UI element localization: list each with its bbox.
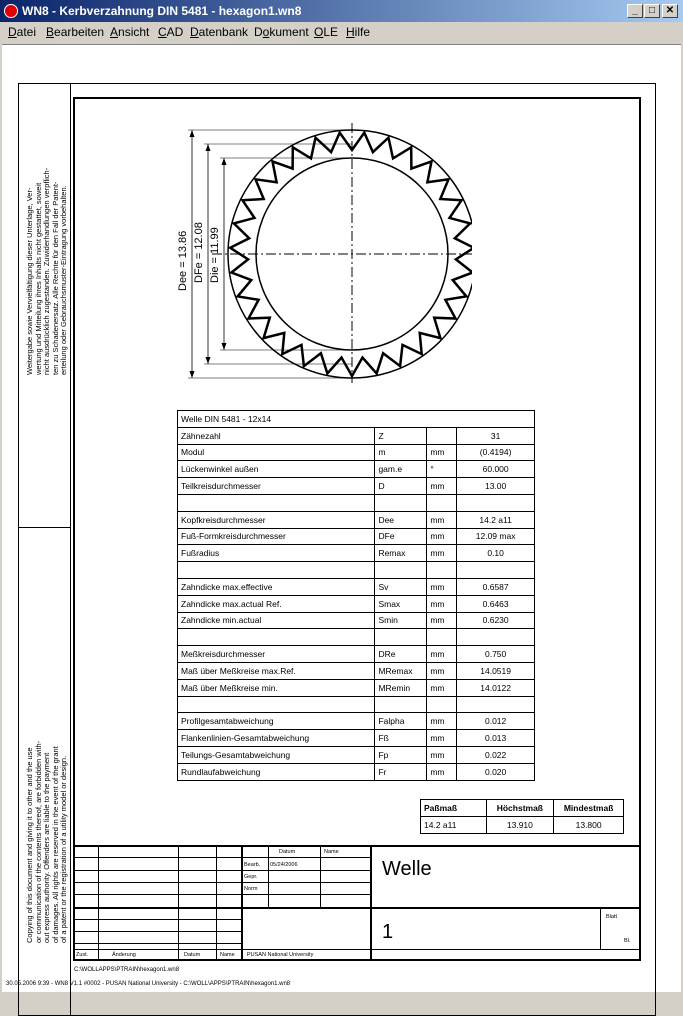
menu-hilfe-label: ilfe bbox=[354, 25, 371, 39]
parameter-table bbox=[177, 410, 535, 781]
menu-datenbank-mnemonic: D bbox=[190, 25, 199, 39]
param-unit: mm bbox=[427, 528, 457, 545]
tb-hline-8 bbox=[73, 943, 241, 944]
dim-arrow-top-1 bbox=[206, 144, 211, 151]
spline-gear-drawing[interactable] bbox=[152, 123, 472, 383]
dim-dee-label: Dee = 13.86 bbox=[177, 230, 189, 291]
tb-top-line bbox=[73, 845, 641, 847]
param-name: Maß über Meßkreise max.Ref. bbox=[178, 662, 375, 679]
tb-name2-label: Name bbox=[220, 952, 235, 958]
tb-vline-8 bbox=[600, 907, 601, 949]
tb-hline-1 bbox=[73, 857, 370, 858]
table-row bbox=[178, 494, 535, 511]
menu-bearbeiten-label: earbeiten bbox=[54, 25, 105, 39]
menu-cad-label: AD bbox=[166, 25, 184, 39]
menu-ansicht-mnemonic: A bbox=[110, 25, 119, 39]
param-name bbox=[178, 494, 375, 511]
param-name: Lückenwinkel außen bbox=[178, 461, 375, 478]
table-row bbox=[178, 696, 535, 713]
tol-value-passmass: 14.2 a11 bbox=[421, 816, 487, 833]
table-row bbox=[178, 730, 535, 747]
param-symbol: gam.e bbox=[375, 461, 427, 478]
tb-vline-6 bbox=[320, 845, 321, 907]
dim-arrow-top-0 bbox=[190, 130, 195, 137]
param-value bbox=[457, 629, 535, 646]
tb-drawing-title: Welle bbox=[382, 858, 432, 880]
param-name: Meßkreisdurchmesser bbox=[178, 646, 375, 663]
param-value: 0.020 bbox=[457, 763, 535, 780]
param-unit: mm bbox=[427, 545, 457, 562]
param-value bbox=[457, 696, 535, 713]
tb-hline-6 bbox=[73, 919, 241, 920]
param-unit: mm bbox=[427, 713, 457, 730]
param-unit: mm bbox=[427, 595, 457, 612]
param-value: 0.013 bbox=[457, 730, 535, 747]
param-name: Zähnezahl bbox=[178, 427, 375, 444]
param-symbol: Smin bbox=[375, 612, 427, 629]
tb-vline-4 bbox=[241, 845, 243, 961]
param-value: 31 bbox=[457, 427, 535, 444]
param-unit bbox=[427, 427, 457, 444]
param-symbol: D bbox=[375, 478, 427, 495]
menu-ansicht[interactable] bbox=[110, 25, 149, 39]
param-value bbox=[457, 562, 535, 579]
param-name: Fuß-Formkreisdurchmesser bbox=[178, 528, 375, 545]
drawing-canvas[interactable] bbox=[2, 44, 681, 992]
table-row bbox=[178, 511, 535, 528]
tb-company-label: PUSAN National University bbox=[247, 952, 314, 958]
param-name: Profilgesamtabweichung bbox=[178, 713, 375, 730]
param-value: 14.0122 bbox=[457, 679, 535, 696]
menu-bearbeiten[interactable] bbox=[46, 25, 104, 39]
param-value: 14.0519 bbox=[457, 662, 535, 679]
tb-name-header: Name bbox=[324, 849, 339, 855]
param-unit: mm bbox=[427, 763, 457, 780]
param-unit: mm bbox=[427, 730, 457, 747]
param-name bbox=[178, 629, 375, 646]
menu-dokument-mnemonic: o bbox=[262, 25, 270, 39]
param-unit bbox=[427, 696, 457, 713]
param-name: Zahndicke min.actual bbox=[178, 612, 375, 629]
menu-datei[interactable] bbox=[8, 25, 36, 39]
param-name: Rundlaufabweichung bbox=[178, 763, 375, 780]
param-name: Teilungs-Gesamtabweichung bbox=[178, 746, 375, 763]
menu-datenbank-label: atenbank bbox=[198, 25, 249, 39]
minimize-button[interactable]: _ bbox=[627, 4, 643, 18]
param-name bbox=[178, 562, 375, 579]
menu-bar bbox=[0, 22, 683, 42]
menu-hilfe[interactable] bbox=[346, 25, 370, 39]
tb-gepr-label: Gepr. bbox=[244, 874, 258, 880]
table-row bbox=[178, 763, 535, 780]
param-unit bbox=[427, 562, 457, 579]
param-symbol: Fp bbox=[375, 746, 427, 763]
menu-cad-mnemonic: C bbox=[158, 25, 167, 39]
param-symbol bbox=[375, 629, 427, 646]
file-path: C:\WOLLAPPS\PTRAIN\hexagon1.wn8 bbox=[74, 967, 180, 973]
margin-line bbox=[70, 83, 71, 1016]
menu-bearbeiten-mnemonic: B bbox=[46, 25, 55, 39]
tolerance-table bbox=[420, 799, 624, 834]
status-footer: 30.05.2006 9:39 - WN8 V1.1 #0002 - PUSAN National University - C:\WOLL\APPS\PTRAIN\hexagon1.wn8 bbox=[6, 981, 291, 987]
param-value: 0.10 bbox=[457, 545, 535, 562]
param-symbol: MRemin bbox=[375, 679, 427, 696]
legal-note-de: Weitergabe sowie Vervielfältigung dieser Unterlage, Ver- wertung und Mitteilung ihres Inhalts nicht gestattet, soweit nicht ausdrücklich zugestanden. Zuwiderhandlungen verpflich- ten zu Schadenersatz. Alle Rechte für den Fall der Patent- erteilung oder Gebrauchsmuster-Eintragung vorbehalten. bbox=[25, 167, 68, 375]
menu-ole-label: LE bbox=[323, 25, 339, 39]
table-row bbox=[178, 629, 535, 646]
tb-norm-label: Norm bbox=[244, 886, 258, 892]
margin-divider bbox=[18, 527, 70, 528]
table-row bbox=[178, 746, 535, 763]
menu-datenbank[interactable] bbox=[190, 25, 248, 39]
param-unit: mm bbox=[427, 612, 457, 629]
tb-hline-7 bbox=[73, 931, 241, 932]
tol-value-hoechst: 13.910 bbox=[486, 816, 554, 833]
param-unit: mm bbox=[427, 679, 457, 696]
table-row bbox=[178, 444, 535, 461]
tb-zust-label: Zust. bbox=[76, 952, 89, 958]
table-row bbox=[178, 612, 535, 629]
tb-vline-7 bbox=[370, 845, 372, 961]
param-symbol: DRe bbox=[375, 646, 427, 663]
param-symbol: Sv bbox=[375, 578, 427, 595]
dim-arrow-bottom-2 bbox=[222, 343, 227, 350]
tb-hline-3 bbox=[73, 882, 370, 883]
param-unit: mm bbox=[427, 478, 457, 495]
tb-hline-2 bbox=[73, 870, 370, 871]
param-unit: ° bbox=[427, 461, 457, 478]
menu-dokument[interactable] bbox=[254, 25, 309, 39]
dim-arrow-top-2 bbox=[222, 158, 227, 165]
table-row bbox=[178, 713, 535, 730]
param-unit bbox=[427, 629, 457, 646]
menu-hilfe-mnemonic: H bbox=[346, 25, 355, 39]
param-value: 0.750 bbox=[457, 646, 535, 663]
tol-header-mindest: Mindestmaß bbox=[554, 800, 624, 817]
tb-datum2-label: Datum bbox=[184, 952, 201, 958]
tol-header-hoechst: Höchstmaß bbox=[486, 800, 554, 817]
menu-datei-label: atei bbox=[16, 25, 37, 39]
tol-value-mindest: 13.800 bbox=[554, 816, 624, 833]
tol-header-passmass: Paßmaß bbox=[421, 800, 487, 817]
window-title-bar[interactable] bbox=[0, 0, 683, 22]
param-symbol: Remax bbox=[375, 545, 427, 562]
param-symbol: Smax bbox=[375, 595, 427, 612]
table-row bbox=[178, 578, 535, 595]
param-symbol: m bbox=[375, 444, 427, 461]
param-value: (0.4194) bbox=[457, 444, 535, 461]
tb-bearb-date: 05/24/2006 bbox=[270, 862, 298, 868]
param-value: 0.6587 bbox=[457, 578, 535, 595]
menu-cad[interactable] bbox=[158, 25, 183, 39]
menu-dokument-prefix: D bbox=[254, 25, 263, 39]
legal-note-en: Copying of this document and giving it to other and the use or communication of the contents thereof, are forbidden with- out express authority. Offenders are liable to the payment of damages. All rights are reserved in the event of the grant of a patent or the registration of a utility model or design. bbox=[25, 740, 68, 943]
table-row bbox=[178, 545, 535, 562]
param-symbol: Dee bbox=[375, 511, 427, 528]
table-row bbox=[178, 528, 535, 545]
tb-aenderung-label: Änderung bbox=[112, 952, 136, 958]
param-value: 0.6230 bbox=[457, 612, 535, 629]
table-row bbox=[178, 662, 535, 679]
param-value: 0.022 bbox=[457, 746, 535, 763]
param-symbol bbox=[375, 562, 427, 579]
tb-hline-4 bbox=[73, 894, 370, 895]
tb-bearb-label: Bearb. bbox=[244, 862, 261, 868]
dim-arrow-bottom-0 bbox=[190, 371, 195, 378]
param-value: 0.012 bbox=[457, 713, 535, 730]
param-unit: mm bbox=[427, 662, 457, 679]
param-symbol bbox=[375, 696, 427, 713]
table-title: Welle DIN 5481 - 12x14 bbox=[178, 411, 535, 428]
param-name: Fußradius bbox=[178, 545, 375, 562]
param-value: 12.09 max bbox=[457, 528, 535, 545]
menu-dokument-label: kument bbox=[269, 25, 309, 39]
param-value: 13.00 bbox=[457, 478, 535, 495]
param-symbol: MRemax bbox=[375, 662, 427, 679]
table-row bbox=[178, 679, 535, 696]
table-row bbox=[178, 427, 535, 444]
param-value: 60.000 bbox=[457, 461, 535, 478]
dim-arrow-bottom-1 bbox=[206, 357, 211, 364]
param-unit: mm bbox=[427, 444, 457, 461]
tb-hline-9 bbox=[73, 949, 641, 950]
tb-blatt-label: Blatt bbox=[606, 914, 618, 920]
param-name: Teilkreisdurchmesser bbox=[178, 478, 375, 495]
dim-die-label: Die = 11.99 bbox=[209, 227, 221, 283]
table-row bbox=[178, 595, 535, 612]
param-value: 14.2 a11 bbox=[457, 511, 535, 528]
app-icon[interactable] bbox=[4, 4, 18, 18]
param-unit bbox=[427, 494, 457, 511]
param-unit: mm bbox=[427, 746, 457, 763]
gear-geometry bbox=[188, 123, 472, 383]
table-row bbox=[178, 461, 535, 478]
param-name: Flankenlinien-Gesamtabweichung bbox=[178, 730, 375, 747]
tb-bl-label: Bl. bbox=[624, 938, 631, 944]
menu-ansicht-label: nsicht bbox=[118, 25, 150, 39]
tb-datum-header: Datum bbox=[279, 849, 296, 855]
param-symbol: Z bbox=[375, 427, 427, 444]
param-symbol: DFe bbox=[375, 528, 427, 545]
param-symbol bbox=[375, 494, 427, 511]
param-name: Maß über Meßkreise min. bbox=[178, 679, 375, 696]
param-symbol: Fr bbox=[375, 763, 427, 780]
param-symbol: Falpha bbox=[375, 713, 427, 730]
menu-ole[interactable] bbox=[314, 25, 338, 39]
param-unit: mm bbox=[427, 511, 457, 528]
param-value bbox=[457, 494, 535, 511]
param-unit: mm bbox=[427, 646, 457, 663]
param-name bbox=[178, 696, 375, 713]
param-symbol: Fß bbox=[375, 730, 427, 747]
param-name: Modul bbox=[178, 444, 375, 461]
table-row bbox=[178, 478, 535, 495]
param-name: Kopfkreisdurchmesser bbox=[178, 511, 375, 528]
tb-hline-5 bbox=[73, 907, 641, 909]
menu-ole-mnemonic: O bbox=[314, 25, 324, 39]
maximize-button[interactable]: □ bbox=[644, 4, 660, 18]
param-value: 0.6463 bbox=[457, 595, 535, 612]
param-unit: mm bbox=[427, 578, 457, 595]
dim-dfe-label: DFe = 12.08 bbox=[193, 222, 205, 283]
close-button[interactable]: ✕ bbox=[662, 4, 678, 18]
param-name: Zahndicke max.effective bbox=[178, 578, 375, 595]
param-name: Zahndicke max.actual Ref. bbox=[178, 595, 375, 612]
tb-vline-5 bbox=[268, 845, 269, 907]
table-row bbox=[178, 646, 535, 663]
tb-drawing-number: 1 bbox=[382, 921, 394, 943]
menu-datei-mnemonic: D bbox=[8, 25, 17, 39]
table-row bbox=[178, 562, 535, 579]
window-title: WN8 - Kerbverzahnung DIN 5481 - hexagon1.wn8 bbox=[22, 4, 302, 18]
